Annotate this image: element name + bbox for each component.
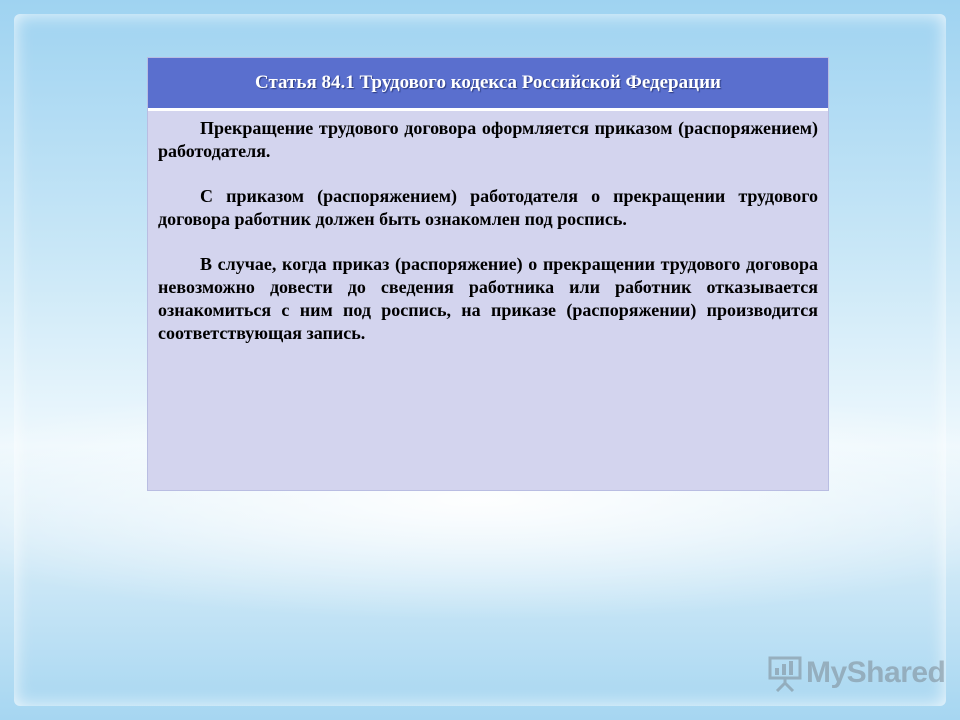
table-header: [148, 58, 828, 111]
presentation-board-icon: [768, 654, 802, 692]
paragraph-1: Прекращение трудового договора оформляется приказом (распоряжением) работодателя.: [158, 118, 818, 161]
paragraph-2: С приказом (распоряжением) работодателя о прекращении трудового договора работник должен быть ознакомлен под роспись.: [158, 186, 818, 229]
watermark-text: MyShared: [806, 656, 946, 689]
table-header-title: Статья 84.1 Трудового кодекса Российской Федерации: [255, 72, 721, 93]
myshared-logo: [768, 654, 945, 692]
table-body: [148, 111, 828, 345]
article-table: [147, 57, 829, 491]
paragraph-3: В случае, когда приказ (распоряжение) о прекращении трудового договора невозможно довести до сведения работника или работник отказывается ознакомиться с ним под роспись, на приказе (распоряжении) производится соответствующая запись.: [158, 254, 818, 343]
